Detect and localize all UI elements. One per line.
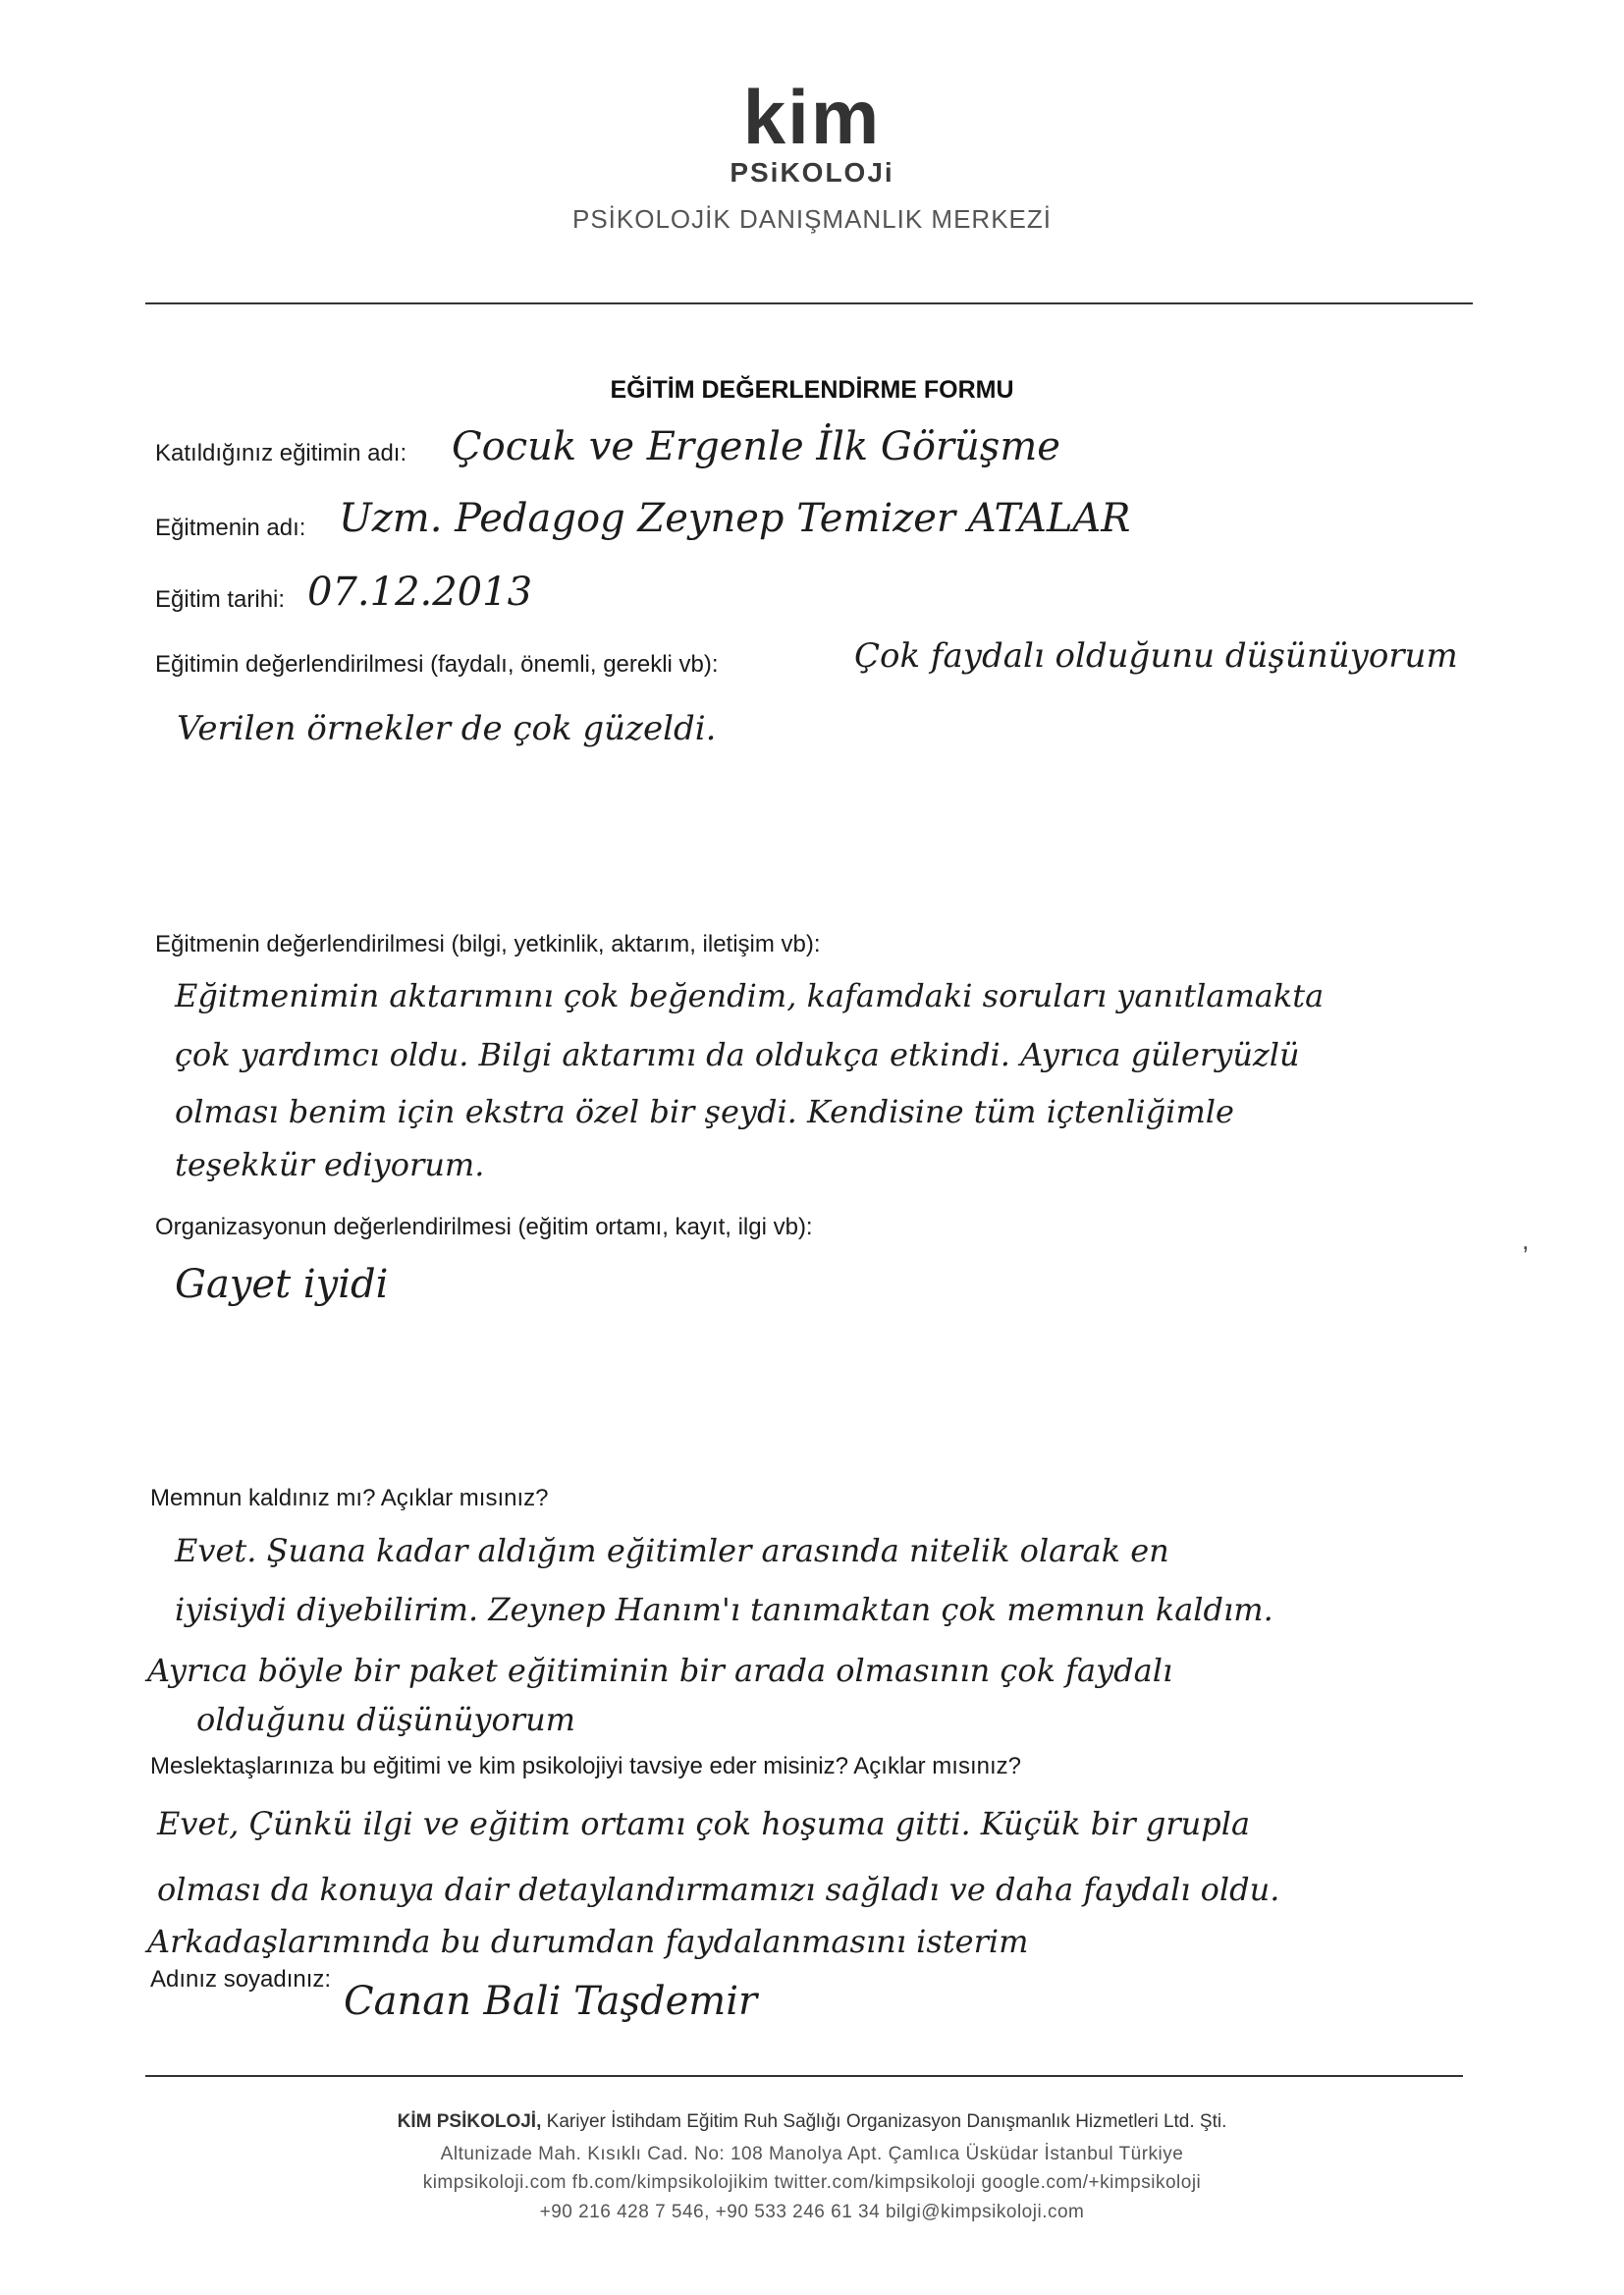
training-name-value: Çocuk ve Ergenle İlk Görüşme xyxy=(452,424,1060,469)
trainer-eval-label: Eğitmenin değerlendirilmesi (bilgi, yetkinlik, aktarım, iletişim vb): xyxy=(155,931,821,957)
header-divider xyxy=(145,302,1473,304)
training-date-value: 07.12.2013 xyxy=(307,570,533,615)
footer-divider xyxy=(145,2075,1463,2077)
margin-mark: , xyxy=(1522,1226,1530,1255)
footer-brand: KİM PSİKOLOJİ, xyxy=(397,2111,542,2132)
satisfied-label: Memnun kaldınız mı? Açıklar mısınız? xyxy=(150,1485,549,1511)
footer-web: kimpsikoloji.com fb.com/kimpsikolojikim twitter.com/kimpsikoloji google.com/+kimpsikoloji xyxy=(422,2172,1202,2193)
training-eval-line: Verilen örnekler de çok güzeldi. xyxy=(177,709,717,748)
training-date-label: Eğitim tarihi: xyxy=(155,586,286,613)
recommend-label: Meslektaşlarınıza bu eğitimi ve kim psikolojiyi tavsiye eder misiniz? Açıklar mısınız? xyxy=(150,1753,1021,1779)
footer-company xyxy=(0,2111,1624,2133)
recommend-line: olması da konuya dair detaylandırmamızı sağladı ve daha faydalı oldu. xyxy=(157,1871,1280,1908)
trainer-eval-line: olması benim için ekstra özel bir şeydi. Kendisine tüm içtenliğimle xyxy=(175,1093,1234,1130)
name-label: Adınız soyadınız: xyxy=(150,1966,332,1993)
training-eval-label: Eğitimin değerlendirilmesi (faydalı, önemli, gerekli vb): xyxy=(155,651,719,678)
satisfied-line: olduğunu düşünüyorum xyxy=(196,1701,576,1738)
trainer-name-value: Uzm. Pedagog Zeynep Temizer ATALAR xyxy=(339,496,1131,541)
trainer-eval-line: teşekkür ediyorum. xyxy=(175,1146,485,1183)
trainer-name-label: Eğitmenin adı: xyxy=(155,515,306,541)
org-eval-label: Organizasyonun değerlendirilmesi (eğitim ortamı, kayıt, ilgi vb): xyxy=(155,1214,813,1240)
org-eval-value: Gayet iyidi xyxy=(175,1262,389,1307)
logo-mark: kim xyxy=(742,74,882,160)
recommend-line: Arkadaşlarımında bu durumdan faydalanmasını isterim xyxy=(147,1923,1029,1960)
footer-contact: +90 216 428 7 546, +90 533 246 61 34 bilgi@kimpsikoloji.com xyxy=(539,2202,1085,2222)
trainer-eval-line: çok yardımcı oldu. Bilgi aktarımı da oldukça etkindi. Ayrıca güleryüzlü xyxy=(175,1036,1300,1073)
recommend-line: Evet, Çünkü ilgi ve eğitim ortamı çok hoşuma gitti. Küçük bir grupla xyxy=(157,1805,1251,1842)
logo-name: PSiKOLOJi xyxy=(730,157,894,188)
satisfied-line: iyisiydi diyebilirim. Zeynep Hanım'ı tanımaktan çok memnun kaldım. xyxy=(175,1591,1273,1628)
header-subtitle: PSİKOLOJİK DANIŞMANLIK MERKEZİ xyxy=(572,204,1052,234)
form-title: EĞİTİM DEĞERLENDİRME FORMU xyxy=(610,376,1014,404)
header-logo xyxy=(0,74,1624,235)
satisfied-line: Evet. Şuana kadar aldığım eğitimler arasında nitelik olarak en xyxy=(175,1532,1169,1569)
satisfied-line: Ayrıca böyle bir paket eğitiminin bir arada olmasının çok faydalı xyxy=(147,1652,1173,1689)
training-eval-line: Çok faydalı olduğunu düşünüyorum xyxy=(854,636,1458,676)
training-name-label: Katıldığınız eğitimin adı: xyxy=(155,440,407,466)
footer-company-rest: Kariyer İstihdam Eğitim Ruh Sağlığı Organizasyon Danışmanlık Hizmetleri Ltd. Şti. xyxy=(546,2111,1227,2132)
footer-address: Altunizade Mah. Kısıklı Cad. No: 108 Manolya Apt. Çamlıca Üsküdar İstanbul Türkiye xyxy=(440,2144,1184,2164)
name-value: Canan Bali Taşdemir xyxy=(344,1979,758,2024)
trainer-eval-line: Eğitmenimin aktarımını çok beğendim, kafamdaki soruları yanıtlamakta xyxy=(175,977,1325,1014)
